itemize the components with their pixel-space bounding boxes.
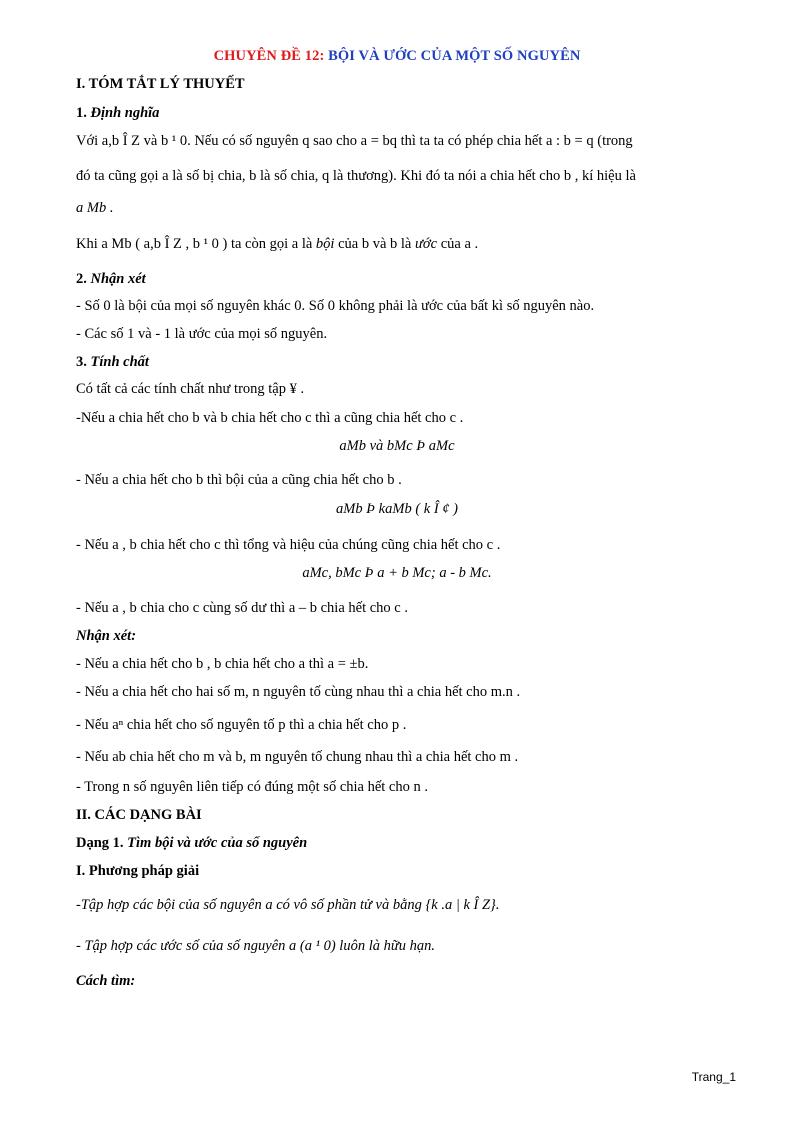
property-1: -Nếu a chia hết cho b và b chia hết cho c thì a cũng chia hết cho c . bbox=[76, 410, 464, 426]
property-2-formula: aMb Þ kaMb ( k Î ¢ ) bbox=[336, 501, 458, 517]
property-3: - Nếu a , b chia hết cho c thì tổng và hiệu của chúng cũng chia hết cho c . bbox=[76, 537, 501, 553]
method-line-1: -Tập hợp các bội của số nguyên a có vô số phần tử và bằng {k .a | k Î Z}. bbox=[76, 897, 500, 913]
page-title bbox=[0, 48, 794, 65]
definition-line-4: Khi a Mb ( a,b Î Z , b ¹ 0 ) ta còn gọi a là bội của b và b là ước của a . bbox=[76, 236, 479, 252]
method-line-2: - Tập hợp các ước số của số nguyên a (a ¹ 0) luôn là hữu hạn. bbox=[76, 938, 436, 954]
subheading-definition: 1. Định nghĩa bbox=[76, 105, 160, 121]
type-1-heading: Dạng 1. Tìm bội và ước của số nguyên bbox=[76, 835, 308, 851]
property-3-formula: aMc, bMc Þ a + b Mc; a - b Mc. bbox=[302, 565, 492, 581]
remark-line-2: - Các số 1 và - 1 là ước của mọi số nguyên. bbox=[76, 326, 328, 342]
remark-line-1: - Số 0 là bội của mọi số nguyên khác 0. Số 0 không phải là ước của bất kì số nguyên nào. bbox=[76, 298, 595, 314]
section-heading-1: I. TÓM TẮT LÝ THUYẾT bbox=[76, 76, 245, 92]
remark-b-2: - Nếu a chia hết cho hai số m, n nguyên tố cùng nhau thì a chia hết cho m.n . bbox=[76, 684, 521, 700]
subheading-properties: 3. Tính chất bbox=[76, 354, 149, 370]
how-to-find: Cách tìm: bbox=[76, 973, 136, 989]
property-4: - Nếu a , b chia cho c cùng số dư thì a – b chia hết cho c . bbox=[76, 600, 408, 616]
page-number: Trang_1 bbox=[691, 1070, 736, 1084]
remark-b-4: - Nếu ab chia hết cho m và b, m nguyên tố chung nhau thì a chia hết cho m . bbox=[76, 749, 519, 765]
method-heading: I. Phương pháp giải bbox=[76, 863, 200, 879]
property-intro: Có tất cả các tính chất như trong tập ¥ . bbox=[76, 381, 305, 397]
remark-b-1: - Nếu a chia hết cho b , b chia hết cho a thì a = ±b. bbox=[76, 656, 369, 672]
title-prefix: CHUYÊN ĐỀ 12: bbox=[213, 48, 325, 64]
remark-b-3: - Nếu aⁿ chia hết cho số nguyên tố p thì a chia hết cho p . bbox=[76, 717, 407, 733]
property-2: - Nếu a chia hết cho b thì bội của a cũng chia hết cho b . bbox=[76, 472, 402, 488]
definition-line-2: đó ta cũng gọi a là số bị chia, b là số chia, q là thương). Khi đó ta nói a chia hết cho b , kí hiệu là bbox=[76, 168, 636, 184]
remark-b-5: - Trong n số nguyên liên tiếp có đúng một số chia hết cho n . bbox=[76, 779, 428, 795]
property-1-formula: aMb và bMc Þ aMc bbox=[339, 438, 455, 454]
definition-line-1: Với a,b Î Z và b ¹ 0. Nếu có số nguyên q sao cho a = bq thì ta ta có phép chia hết a : b = q (trong bbox=[76, 133, 633, 149]
remark-title: Nhận xét: bbox=[76, 628, 137, 644]
definition-line-3: a Mb . bbox=[76, 200, 114, 216]
section-heading-2: II. CÁC DẠNG BÀI bbox=[76, 807, 202, 823]
subheading-remark: 2. Nhận xét bbox=[76, 271, 146, 287]
title-main: BỘI VÀ ƯỚC CỦA MỘT SỐ NGUYÊN bbox=[324, 48, 581, 64]
